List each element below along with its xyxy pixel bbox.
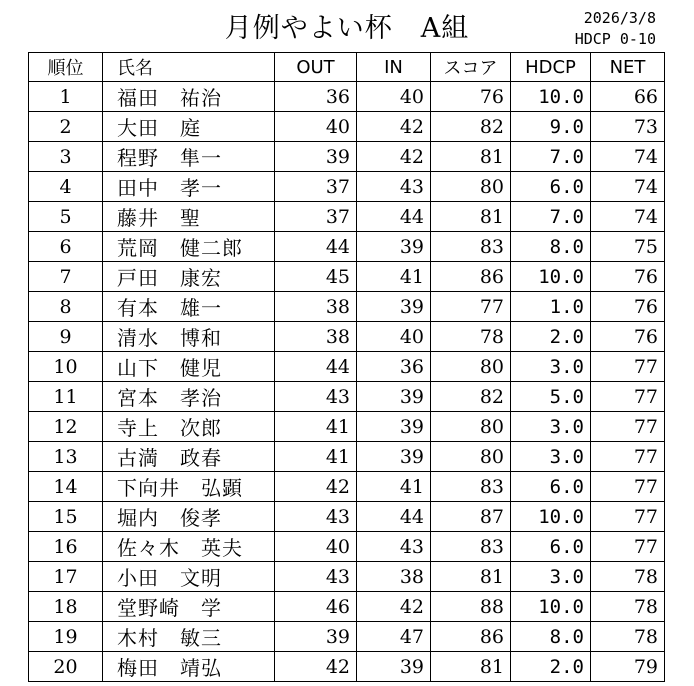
rank-cell: 20 xyxy=(29,652,103,682)
hdcp-cell: 10.0 xyxy=(511,592,591,622)
total-score-cell: 81 xyxy=(431,562,511,592)
out-score-cell: 43 xyxy=(275,382,357,412)
hdcp-cell: 10.0 xyxy=(511,82,591,112)
in-score-cell: 44 xyxy=(357,502,431,532)
hdcp-cell: 8.0 xyxy=(511,622,591,652)
column-header-in: IN xyxy=(357,53,431,82)
hdcp-cell: 3.0 xyxy=(511,412,591,442)
out-score-cell: 37 xyxy=(275,202,357,232)
player-name-cell: 宮本 孝治 xyxy=(103,382,275,412)
in-score-cell: 36 xyxy=(357,352,431,382)
out-score-cell: 43 xyxy=(275,502,357,532)
rank-cell: 18 xyxy=(29,592,103,622)
table-row xyxy=(29,82,665,112)
net-score-cell: 73 xyxy=(591,112,665,142)
header-meta xyxy=(575,8,656,50)
in-score-cell: 41 xyxy=(357,472,431,502)
table-row xyxy=(29,652,665,682)
total-score-cell: 82 xyxy=(431,112,511,142)
hdcp-cell: 5.0 xyxy=(511,382,591,412)
table-row xyxy=(29,382,665,412)
table-row xyxy=(29,442,665,472)
rank-cell: 6 xyxy=(29,232,103,262)
total-score-cell: 77 xyxy=(431,292,511,322)
rank-cell: 8 xyxy=(29,292,103,322)
in-score-cell: 39 xyxy=(357,442,431,472)
out-score-cell: 38 xyxy=(275,322,357,352)
net-score-cell: 78 xyxy=(591,592,665,622)
total-score-cell: 83 xyxy=(431,532,511,562)
out-score-cell: 42 xyxy=(275,652,357,682)
player-name-cell: 梅田 靖弘 xyxy=(103,652,275,682)
player-name-cell: 山下 健児 xyxy=(103,352,275,382)
hdcp-cell: 6.0 xyxy=(511,472,591,502)
out-score-cell: 42 xyxy=(275,472,357,502)
player-name-cell: 堂野崎 学 xyxy=(103,592,275,622)
hdcp-cell: 3.0 xyxy=(511,442,591,472)
total-score-cell: 81 xyxy=(431,202,511,232)
player-name-cell: 福田 祐治 xyxy=(103,82,275,112)
table-row xyxy=(29,172,665,202)
out-score-cell: 37 xyxy=(275,172,357,202)
results-table xyxy=(28,52,665,682)
net-score-cell: 76 xyxy=(591,262,665,292)
player-name-cell: 程野 隼一 xyxy=(103,142,275,172)
out-score-cell: 45 xyxy=(275,262,357,292)
net-score-cell: 76 xyxy=(591,292,665,322)
rank-cell: 19 xyxy=(29,622,103,652)
hdcp-cell: 10.0 xyxy=(511,502,591,532)
player-name-cell: 大田 庭 xyxy=(103,112,275,142)
hdcp-cell: 10.0 xyxy=(511,262,591,292)
in-score-cell: 42 xyxy=(357,112,431,142)
total-score-cell: 88 xyxy=(431,592,511,622)
hdcp-cell: 3.0 xyxy=(511,352,591,382)
total-score-cell: 87 xyxy=(431,502,511,532)
net-score-cell: 77 xyxy=(591,412,665,442)
hdcp-cell: 9.0 xyxy=(511,112,591,142)
column-header-out: OUT xyxy=(275,53,357,82)
total-score-cell: 86 xyxy=(431,262,511,292)
net-score-cell: 76 xyxy=(591,322,665,352)
net-score-cell: 77 xyxy=(591,472,665,502)
column-header-hdcp: HDCP xyxy=(511,53,591,82)
net-score-cell: 77 xyxy=(591,382,665,412)
net-score-cell: 77 xyxy=(591,502,665,532)
player-name-cell: 木村 敏三 xyxy=(103,622,275,652)
table-row xyxy=(29,112,665,142)
rank-cell: 13 xyxy=(29,442,103,472)
in-score-cell: 41 xyxy=(357,262,431,292)
table-row xyxy=(29,202,665,232)
page-title: 月例やよい杯 A組 xyxy=(224,13,470,44)
net-score-cell: 79 xyxy=(591,652,665,682)
out-score-cell: 41 xyxy=(275,442,357,472)
net-score-cell: 74 xyxy=(591,172,665,202)
total-score-cell: 83 xyxy=(431,472,511,502)
out-score-cell: 38 xyxy=(275,292,357,322)
table-row xyxy=(29,352,665,382)
in-score-cell: 40 xyxy=(357,82,431,112)
rank-cell: 1 xyxy=(29,82,103,112)
hdcp-cell: 2.0 xyxy=(511,652,591,682)
table-row xyxy=(29,502,665,532)
table-row xyxy=(29,262,665,292)
total-score-cell: 80 xyxy=(431,172,511,202)
total-score-cell: 81 xyxy=(431,142,511,172)
net-score-cell: 74 xyxy=(591,202,665,232)
player-name-cell: 堀内 俊孝 xyxy=(103,502,275,532)
player-name-cell: 寺上 次郎 xyxy=(103,412,275,442)
rank-cell: 7 xyxy=(29,262,103,292)
hdcp-cell: 7.0 xyxy=(511,142,591,172)
out-score-cell: 43 xyxy=(275,562,357,592)
hdcp-cell: 7.0 xyxy=(511,202,591,232)
out-score-cell: 44 xyxy=(275,232,357,262)
player-name-cell: 荒岡 健二郎 xyxy=(103,232,275,262)
table-row xyxy=(29,592,665,622)
net-score-cell: 77 xyxy=(591,442,665,472)
total-score-cell: 78 xyxy=(431,322,511,352)
in-score-cell: 42 xyxy=(357,142,431,172)
player-name-cell: 藤井 聖 xyxy=(103,202,275,232)
out-score-cell: 36 xyxy=(275,82,357,112)
hdcp-cell: 3.0 xyxy=(511,562,591,592)
hdcp-cell: 2.0 xyxy=(511,322,591,352)
header-row xyxy=(29,53,665,82)
out-score-cell: 40 xyxy=(275,112,357,142)
table-row xyxy=(29,412,665,442)
hdcp-cell: 1.0 xyxy=(511,292,591,322)
in-score-cell: 43 xyxy=(357,532,431,562)
table-row xyxy=(29,322,665,352)
in-score-cell: 43 xyxy=(357,172,431,202)
column-header-score: スコア xyxy=(431,53,511,82)
net-score-cell: 66 xyxy=(591,82,665,112)
column-header-rank: 順位 xyxy=(29,53,103,82)
table-row xyxy=(29,232,665,262)
player-name-cell: 古満 政春 xyxy=(103,442,275,472)
table-row xyxy=(29,532,665,562)
total-score-cell: 80 xyxy=(431,412,511,442)
in-score-cell: 39 xyxy=(357,652,431,682)
player-name-cell: 戸田 康宏 xyxy=(103,262,275,292)
in-score-cell: 40 xyxy=(357,322,431,352)
rank-cell: 3 xyxy=(29,142,103,172)
total-score-cell: 83 xyxy=(431,232,511,262)
out-score-cell: 39 xyxy=(275,622,357,652)
total-score-cell: 82 xyxy=(431,382,511,412)
hdcp-cell: 6.0 xyxy=(511,532,591,562)
rank-cell: 9 xyxy=(29,322,103,352)
table-row xyxy=(29,142,665,172)
player-name-cell: 佐々木 英夫 xyxy=(103,532,275,562)
column-header-net: NET xyxy=(591,53,665,82)
player-name-cell: 下向井 弘顕 xyxy=(103,472,275,502)
table-row xyxy=(29,622,665,652)
net-score-cell: 78 xyxy=(591,562,665,592)
out-score-cell: 39 xyxy=(275,142,357,172)
net-score-cell: 75 xyxy=(591,232,665,262)
table-row xyxy=(29,472,665,502)
in-score-cell: 47 xyxy=(357,622,431,652)
rank-cell: 15 xyxy=(29,502,103,532)
hdcp-cell: 6.0 xyxy=(511,172,591,202)
total-score-cell: 80 xyxy=(431,352,511,382)
player-name-cell: 小田 文明 xyxy=(103,562,275,592)
rank-cell: 14 xyxy=(29,472,103,502)
rank-cell: 2 xyxy=(29,112,103,142)
column-header-name: 氏名 xyxy=(103,53,275,82)
player-name-cell: 清水 博和 xyxy=(103,322,275,352)
rank-cell: 5 xyxy=(29,202,103,232)
in-score-cell: 39 xyxy=(357,382,431,412)
rank-cell: 11 xyxy=(29,382,103,412)
in-score-cell: 38 xyxy=(357,562,431,592)
in-score-cell: 39 xyxy=(357,292,431,322)
hdcp-cell: 8.0 xyxy=(511,232,591,262)
total-score-cell: 80 xyxy=(431,442,511,472)
out-score-cell: 46 xyxy=(275,592,357,622)
player-name-cell: 有本 雄一 xyxy=(103,292,275,322)
in-score-cell: 44 xyxy=(357,202,431,232)
in-score-cell: 39 xyxy=(357,232,431,262)
net-score-cell: 77 xyxy=(591,532,665,562)
rank-cell: 10 xyxy=(29,352,103,382)
out-score-cell: 40 xyxy=(275,532,357,562)
rank-cell: 17 xyxy=(29,562,103,592)
net-score-cell: 77 xyxy=(591,352,665,382)
total-score-cell: 76 xyxy=(431,82,511,112)
total-score-cell: 81 xyxy=(431,652,511,682)
out-score-cell: 41 xyxy=(275,412,357,442)
in-score-cell: 42 xyxy=(357,592,431,622)
rank-cell: 4 xyxy=(29,172,103,202)
net-score-cell: 78 xyxy=(591,622,665,652)
results-body xyxy=(29,82,665,682)
total-score-cell: 86 xyxy=(431,622,511,652)
player-name-cell: 田中 孝一 xyxy=(103,172,275,202)
table-row xyxy=(29,292,665,322)
event-date: 2026/3/8 xyxy=(583,9,656,27)
out-score-cell: 44 xyxy=(275,352,357,382)
rank-cell: 12 xyxy=(29,412,103,442)
in-score-cell: 39 xyxy=(357,412,431,442)
hdcp-range: HDCP 0-10 xyxy=(574,30,656,48)
rank-cell: 16 xyxy=(29,532,103,562)
table-row xyxy=(29,562,665,592)
net-score-cell: 74 xyxy=(591,142,665,172)
